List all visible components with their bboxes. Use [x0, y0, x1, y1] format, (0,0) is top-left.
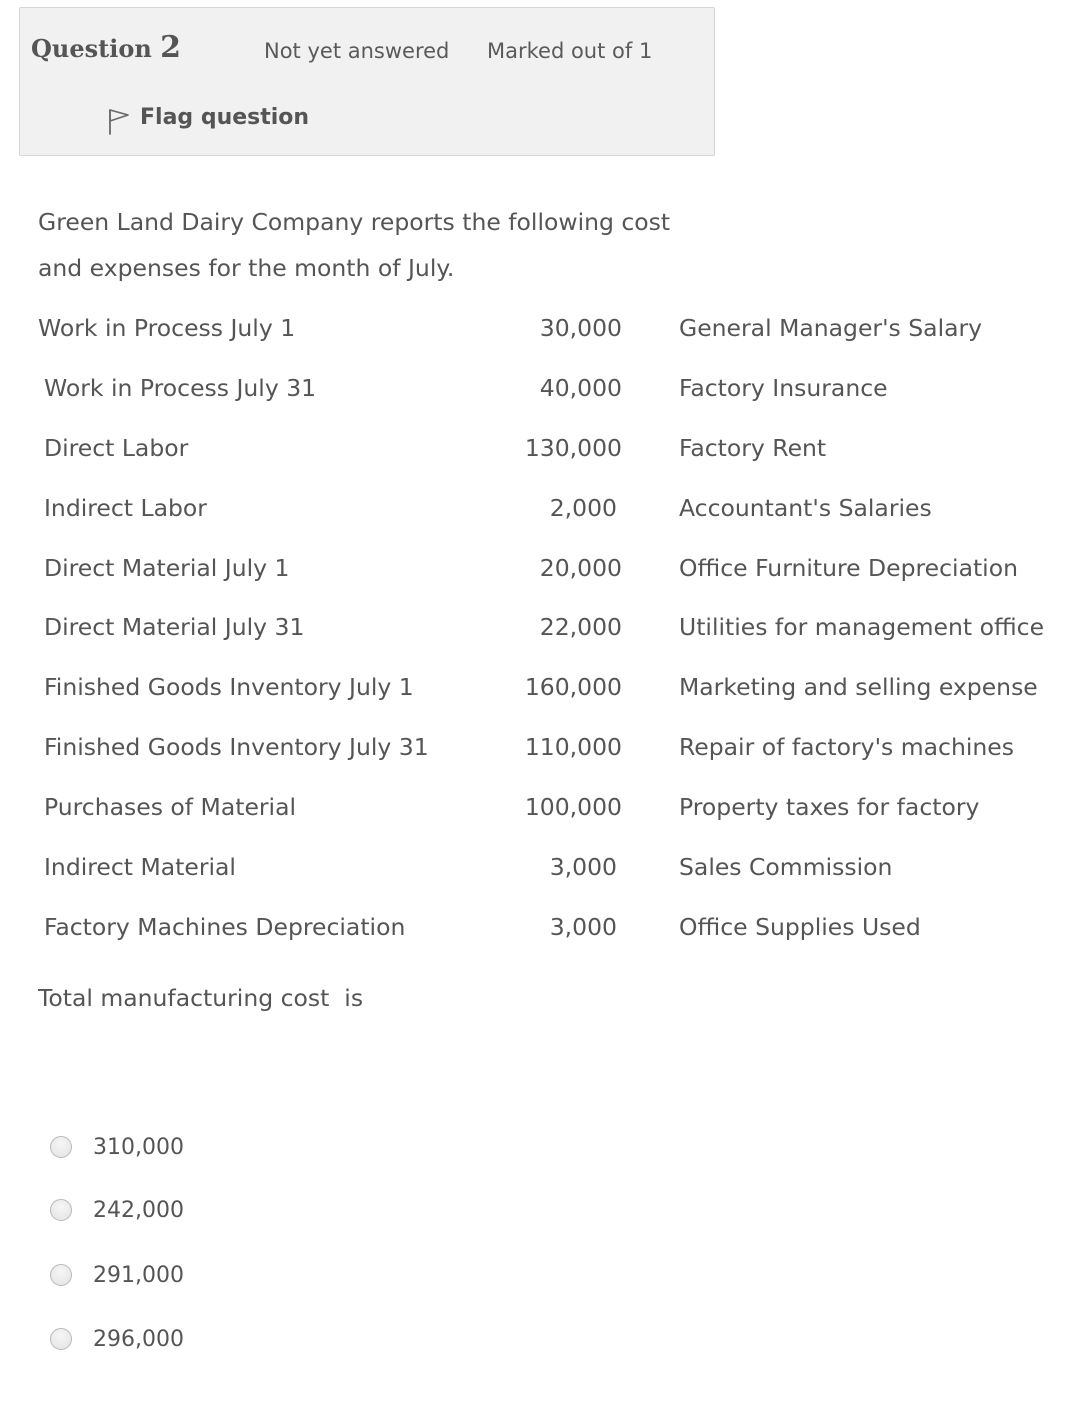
cost-item-label: Work in Process July 1 — [38, 314, 296, 342]
question-number-heading — [31, 30, 181, 65]
question-text — [38, 199, 718, 291]
expense-item-label: Property taxes for factory — [679, 793, 980, 821]
cost-item-label: Finished Goods Inventory July 1 — [44, 673, 414, 701]
cost-item-label: Direct Material July 1 — [44, 554, 290, 582]
answer-option-label[interactable]: 310,000 — [93, 1134, 184, 1160]
cost-item-value: 130,000 — [524, 434, 622, 462]
question-title-prefix: Question — [31, 34, 152, 63]
flag-question-link[interactable] — [107, 101, 309, 133]
cost-item-value: 20,000 — [539, 554, 622, 582]
question-grade-text: Marked out of 1 — [487, 39, 653, 63]
cost-row — [0, 374, 1067, 414]
flag-icon — [107, 106, 131, 136]
cost-row — [0, 913, 1067, 953]
cost-item-label: Indirect Material — [44, 853, 236, 881]
question-state-text: Not yet answered — [264, 39, 450, 63]
cost-item-value: 40,000 — [539, 374, 622, 402]
cost-item-label: Indirect Labor — [44, 494, 207, 522]
cost-item-value: 2,000 — [549, 494, 617, 522]
radio-button-icon[interactable] — [50, 1199, 72, 1221]
cost-row — [0, 793, 1067, 833]
question-prompt: Total manufacturing cost is — [38, 984, 364, 1012]
cost-item-value: 160,000 — [524, 673, 622, 701]
flag-question-label: Flag question — [140, 104, 310, 130]
expense-item-label: Utilities for management office — [679, 613, 1045, 641]
expense-item-label: General Manager's Salary — [679, 314, 983, 342]
expense-item-label: Sales Commission — [679, 853, 893, 881]
cost-item-value: 3,000 — [549, 853, 617, 881]
cost-item-value: 100,000 — [524, 793, 622, 821]
radio-button-icon[interactable] — [50, 1264, 72, 1286]
expense-item-label: Office Supplies Used — [679, 913, 921, 941]
cost-item-label: Factory Machines Depreciation — [44, 913, 406, 941]
question-number: 2 — [160, 30, 182, 65]
cost-row — [0, 554, 1067, 594]
answer-option[interactable] — [50, 1132, 184, 1162]
expense-item-label: Accountant's Salaries — [679, 494, 932, 522]
cost-item-label: Finished Goods Inventory July 31 — [44, 733, 429, 761]
cost-row — [0, 853, 1067, 893]
answer-option[interactable] — [50, 1324, 184, 1354]
expense-item-label: Repair of factory's machines — [679, 733, 1014, 761]
cost-item-label: Purchases of Material — [44, 793, 297, 821]
answer-option-label[interactable]: 242,000 — [93, 1197, 184, 1223]
cost-row — [0, 434, 1067, 474]
expense-item-label: Factory Rent — [679, 434, 827, 462]
cost-item-value: 30,000 — [539, 314, 622, 342]
answer-option[interactable] — [50, 1260, 184, 1290]
answer-option-label[interactable]: 296,000 — [93, 1326, 184, 1352]
question-text-line: and expenses for the month of July. — [38, 254, 455, 282]
cost-item-value: 22,000 — [539, 613, 622, 641]
question-text-line: Green Land Dairy Company reports the following cost — [38, 208, 671, 236]
cost-item-label: Direct Labor — [44, 434, 189, 462]
radio-button-icon[interactable] — [50, 1136, 72, 1158]
expense-item-label: Office Furniture Depreciation — [679, 554, 1018, 582]
answer-option[interactable] — [50, 1195, 184, 1225]
answer-option-label[interactable]: 291,000 — [93, 1262, 184, 1288]
expense-item-label: Factory Insurance — [679, 374, 888, 402]
cost-row — [0, 494, 1067, 534]
cost-item-label: Direct Material July 31 — [44, 613, 305, 641]
radio-button-icon[interactable] — [50, 1328, 72, 1350]
cost-row — [0, 613, 1067, 653]
expense-item-label: Marketing and selling expense — [679, 673, 1038, 701]
cost-row — [0, 314, 1067, 354]
cost-row — [0, 673, 1067, 713]
cost-item-value: 110,000 — [524, 733, 622, 761]
question-info-panel — [19, 7, 715, 156]
cost-item-value: 3,000 — [549, 913, 617, 941]
cost-item-label: Work in Process July 31 — [44, 374, 317, 402]
cost-row — [0, 733, 1067, 773]
